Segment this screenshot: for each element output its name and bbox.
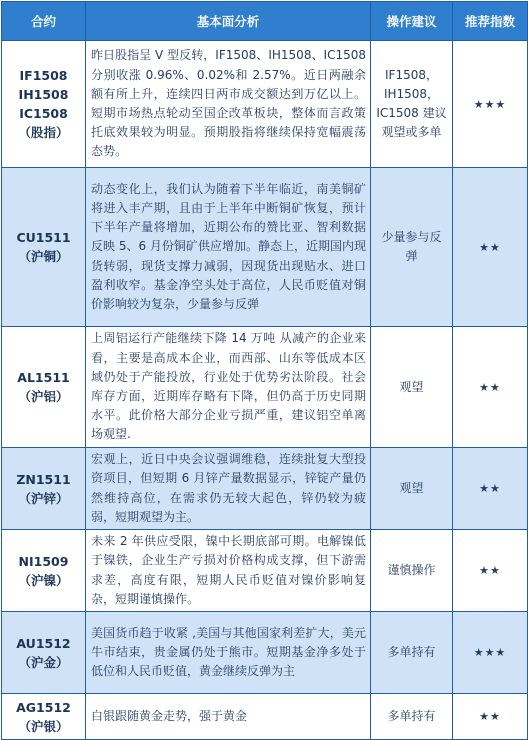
advice-cell: 多单持有 <box>371 612 453 694</box>
header-analysis: 基本面分析 <box>86 2 371 41</box>
contract-code: IC1508 <box>19 106 68 121</box>
contract-code: CU1511 <box>16 230 71 245</box>
header-rating: 推荐指数 <box>453 2 528 41</box>
advice-cell: 多单持有 <box>371 694 453 740</box>
futures-table-container <box>1 1 527 740</box>
table-row <box>2 448 528 530</box>
advice-cell: IF1508，IH1508，IC1508 建议观望或多单 <box>371 41 453 168</box>
contract-cell <box>2 41 86 168</box>
header-contract: 合约 <box>2 2 86 41</box>
rating-stars: ★★★ <box>453 612 528 694</box>
advice-cell: 观望 <box>371 448 453 530</box>
contract-code: IH1508 <box>18 87 69 102</box>
contract-name: （沪金） <box>18 654 69 670</box>
table-header-row <box>2 2 528 41</box>
contract-cell <box>2 530 86 612</box>
rating-stars: ★★ <box>453 327 528 448</box>
contract-code: IF1508 <box>19 68 68 83</box>
contract-code: AL1511 <box>17 370 70 385</box>
contract-code: AG1512 <box>16 699 71 715</box>
table-row <box>2 694 528 740</box>
header-advice: 操作建议 <box>371 2 453 41</box>
rating-stars: ★★ <box>453 694 528 740</box>
contract-name: （沪铝） <box>18 389 69 404</box>
contract-cell <box>2 168 86 327</box>
contract-cell <box>2 448 86 530</box>
contract-code: NI1509 <box>18 553 69 569</box>
table-row <box>2 327 528 448</box>
table-row <box>2 168 528 327</box>
analysis-cell: 动态变化上，我们认为随着下半年临近，南美铜矿将进入丰产期，且由于上半年中断铜矿恢复，预计下半年产量将增加，近期公布的赞比亚、智利数据反映 5、6 月份铜矿供应增加。静态上，近期国内现货转弱，现货支撑力减弱，因现货出现贴水、进口盈利收窄。基金净空头处于高位，人民币贬值对铜价影响较为复杂，少量参与反弹 <box>86 168 371 327</box>
contract-code: ZN1511 <box>16 471 71 487</box>
contract-name: （沪镍） <box>18 572 69 588</box>
advice-cell: 观望 <box>371 327 453 448</box>
table-row <box>2 530 528 612</box>
contract-name: （沪锌） <box>18 490 69 506</box>
rating-stars: ★★★ <box>453 41 528 168</box>
advice-cell: 少量参与反弹 <box>371 168 453 327</box>
contract-name: （沪铜） <box>18 249 69 264</box>
contract-name: （股指） <box>18 125 69 140</box>
contract-cell <box>2 612 86 694</box>
contract-code: AU1512 <box>16 635 71 651</box>
analysis-cell: 美国货币趋于收紧 ,美国与其他国家利差扩大，美元牛市结束，贵金属仍处于熊市。短期基金净多处于低位和人民币贬值，黄金继续反弹为主 <box>86 612 371 694</box>
analysis-cell: 白银跟随黄金走势，强于黄金 <box>86 694 371 740</box>
table-row <box>2 41 528 168</box>
analysis-cell: 上周铝运行产能继续下降 14 万吨 从减产的企业来看，主要是高成本企业，而西部、山东等低成本区域仍处于产能投放，行业处于优势劣汰阶段。社会库存方面，近期库存略有下降，但仍高于历史同期水平。此价格大部分企业亏损严重，建议铝空单离场观望. <box>86 327 371 448</box>
advice-cell: 谨慎操作 <box>371 530 453 612</box>
futures-recommendation-table <box>1 1 528 740</box>
analysis-cell: 宏观上，近日中央会议强调维稳，连续批复大型投资项目，但短期 6 月锌产量数据显示，锌锭产量仍然维持高位，在需求仍无较大起色，锌仍较为疲弱，短期观望为主。 <box>86 448 371 530</box>
analysis-cell: 未来 2 年供应受限，镍中长期底部可期。电解镍低于镍铁，企业生产亏损对价格构成支撑，但下游需求差，高度有限，短期人民币贬值对镍价影响复杂，短期谨慎操作。 <box>86 530 371 612</box>
contract-cell <box>2 327 86 448</box>
contract-cell <box>2 694 86 740</box>
table-row <box>2 612 528 694</box>
rating-stars: ★★ <box>453 168 528 327</box>
contract-name: （沪银） <box>18 718 69 734</box>
analysis-cell: 昨日股指呈 V 型反转，IF1508、IH1508、IC1508 分别收涨 0.96%、0.02%和 2.57%。近日两融余额有所上升，连续四日两市成交额达到万亿以上。短期市场热点轮动至国企改革板块，整体而言政策托底效果较为明显。预期股指将继续保持宽幅震荡态势。 <box>86 41 371 168</box>
rating-stars: ★★ <box>453 530 528 612</box>
rating-stars: ★★ <box>453 448 528 530</box>
